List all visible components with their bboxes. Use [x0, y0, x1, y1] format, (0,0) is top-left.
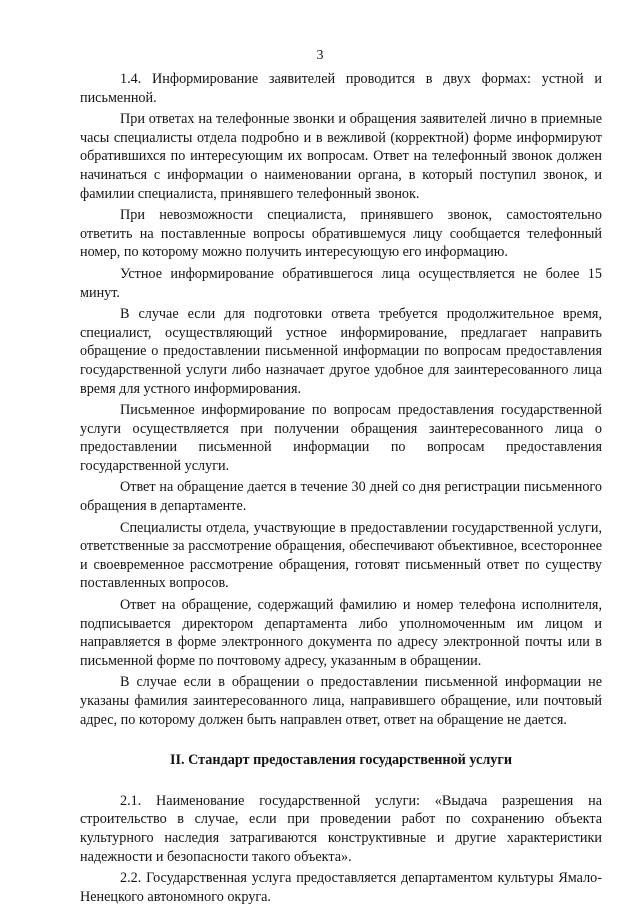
paragraph-long-answer: В случае если для подготовки ответа требуется продолжительное время, специалист, осуществляющий устное информирование, предлагает направить обращение о предоставлении письменной информации по вопросам предоставления государственной услуги либо назначает другое удобное для заинтересованного лица время для устного информирования. — [80, 306, 602, 397]
page-number: 3 — [316, 48, 324, 63]
section-heading: II. Стандарт предоставления государственной услуги — [169, 752, 513, 769]
document-body — [80, 70, 602, 909]
paragraph-written-info: Письменное информирование по вопросам предоставления государственной услуги осуществляется при получении обращения заинтересованного лица о предоставлении письменной информации по вопросам предоставления государственной услуги. — [80, 402, 602, 474]
paragraph-2-1: 2.1. Наименование государственной услуги: «Выдача разрешения на строительство в случае, если при проведении работ по сохранению объекта культурного наследия затрагиваются конструктивные и другие характеристики надежности и безопасности такого объекта». — [80, 792, 602, 865]
paragraph-specialist-unavailable: При невозможности специалиста, принявшего звонок, самостоятельно ответить на поставленные вопросы обратившемуся лицу сообщается телефонный номер, по которому можно получить интересующую его информацию. — [80, 207, 602, 261]
paragraph-1-4: 1.4. Информирование заявителей проводится в двух формах: устной и письменной. — [80, 71, 602, 106]
paragraph-specialists: Специалисты отдела, участвующие в предоставлении государственной услуги, ответственные за рассмотрение обращения, обеспечивают объективное, всестороннее и своевременное рассмотрение обращения, готовят письменный ответ по существу поставленных вопросов. — [80, 519, 602, 592]
paragraph-oral-duration: Устное информирование обратившегося лица осуществляется не более 15 минут. — [80, 265, 602, 301]
paragraph-no-response: В случае если в обращении о предоставлении письменной информации не указаны фамилия заинтересованного лица, направившего обращение, или почтовый адрес, по которому должен быть направлен ответ, ответ на обращение не дается. — [80, 674, 602, 728]
paragraph-2-2: 2.2. Государственная услуга предоставляется департаментом культуры Ямало-Ненецкого автономного округа. — [80, 870, 602, 905]
paragraph-phone-answers: При ответах на телефонные звонки и обращения заявителей лично в приемные часы специалисты отдела подробно и в вежливой (корректной) форме информируют обратившихся по интересующим их вопросам. Ответ на телефонный звонок должен начинаться с информации о наименовании органа, в который поступил звонок, и фамилии специалиста, принявшего телефонный звонок. — [80, 111, 602, 202]
paragraph-response-time: Ответ на обращение дается в течение 30 дней со дня регистрации письменного обращения в департаменте. — [80, 479, 602, 515]
paragraph-response-signing: Ответ на обращение, содержащий фамилию и номер телефона исполнителя, подписывается директором департамента либо уполномоченным им лицом и направляется в форме электронного документа по адресу электронной почты или в письменной форме по почтовому адресу, указанным в обращении. — [80, 597, 602, 669]
